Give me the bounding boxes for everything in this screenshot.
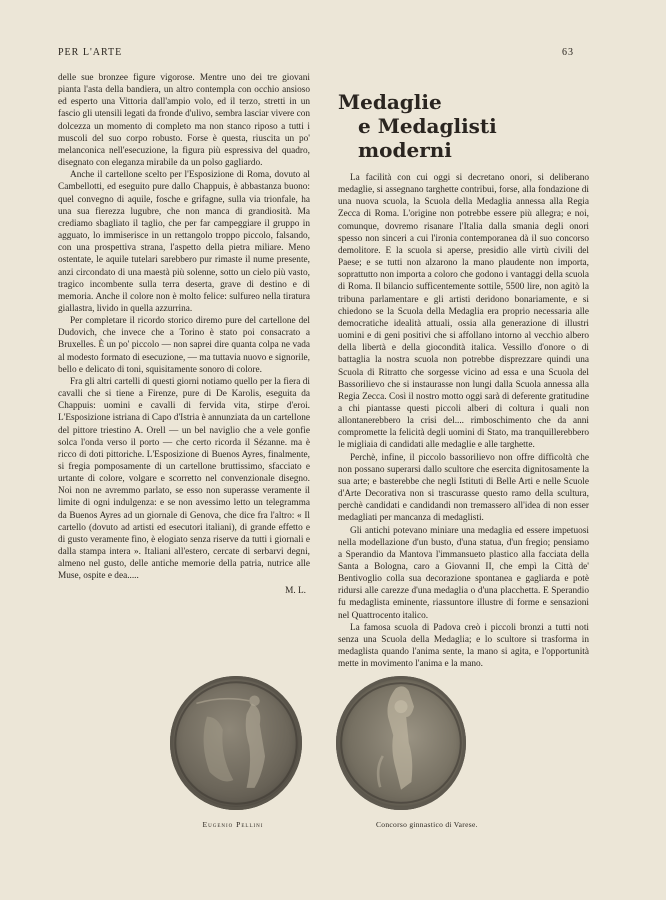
title-line-2: e Medaglisti moderni (358, 114, 497, 162)
author-signature: M. L. (285, 585, 306, 596)
left-column (58, 72, 310, 597)
paragraph: Gli antichi potevano miniare una medaglia ed essere impetuosi nella modellazione d'un busto, d'una statua, d'un fregio; pensiamo a Sperandio da Mantova l'immansueto plastico alla facciata della Santa a Bologna, caro a Giovanni II, che empì la Città de' Bentivoglio colla sua decorazione spontanea e gagliarda e potè ridursi alle carezze d'una medaglia o d'una placchetta. E Sperandio fu medaglista eminente, riassuntore illustre di forme e sensazioni nel Quattrocento italico. (338, 525, 589, 621)
medal-image-left (170, 676, 302, 810)
title-line-1: Medaglie (338, 90, 442, 114)
article-title (338, 90, 590, 162)
journal-title: PER L'ARTE (58, 47, 123, 58)
paragraph: Fra gli altri cartelli di questi giorni notiamo quello per la fiera di cavalli che si tiene a Firenze, pure di De Karolis, eseguita da Chappuis: uomini e cavalli di fervida vita, stirpe d'eroi. L'Esposizione istriana di Capo d'Istria è annunziata da un cartellone del pittore triestino A. Orell — un bel naviglio che a vele gonfie solca l'onda verso il porto — che certo ricorda il Sézanne. ma è ricco di doti pittoriche. L'Esposizione di Buenos Ayres, finalmente, si fregia pomposamente di un cartellone bruttissimo, sfacciato e urtante di colore, volgare e scorretto nel convenzionale disegno. Noi non ne avremmo parlato, se esso non superasse veramente il limite di ogni indulgenza: e se non avessimo letto un telegramma da Buenos Ayres ad un giornale di Genova, che dice fra l'altro: « Il cartello (dovuto ad artisti ed esecutori italiani), di grande effetto e di gusto veramente fino, è elogiato senza riserve da tutti i giornali e dalla stampa intera ». Italiani all'estero, cercate di serbarvi degni, almeno nel gusto, delle antiche memorie della patria, nutrice alle Muse, ospite e dea..... (58, 376, 310, 582)
paragraph: La famosa scuola di Padova creò i piccoli bronzi a tutti noti senza una Scuola della Medaglia; e lo scultore si trasforma in medaglista quando l'anima sente, la mano si agita, e l'opportunità mette in movimento l'anima e la mano. (338, 622, 589, 670)
page-number: 63 (562, 47, 574, 58)
paragraph: delle sue bronzee figure vigorose. Mentre uno dei tre giovani pianta l'asta della bandiera, un altro contempla con occhio ansioso ed esperto una Vittoria dall'ampio volo, ed il terzo, stretti in un fascio gli utensili legati da fronde d'ulivo, sembra lasciar vivere con dolcezza un momento di completo ma non stanco riposo a tutti i muscoli del suo corpo robusto. Forse è questa, riuscita un po' melanconica nell'esecuzione, la figura più espressiva del quadro, disegnato con eleganza mirabile da un polso gagliardo. (58, 73, 310, 169)
paragraph: Anche il cartellone scelto per l'Esposizione di Roma, dovuto al Cambellotti, ed eseguito pure dallo Chappuis, è abbastanza buono: quel convegno di aquile, fosche e grifagne, sulla via trionfale, ha una sua fierezza lugubre, che non manca di grandiosità. Ma crediamo sbagliato il taglio, che per far campeggiare il gruppo in agguato, lo immiserisce in un rettangolo troppo piccolo, falsando, con una prospettiva strana, l'aspetto della pietra miliare. Meno ostentate, le aquile tutelari sarebbero pur rimaste il nume presente, anzi circondato di una maestà più solenne, sotto un cielo più vasto, tragico incombente sulla terra deserta, grave di destino e di memoria. Anche il colore non è molto felice: sulfureo nella tiratura giallastra, livido in quella azzurrina. (58, 170, 310, 314)
paragraph: Perchè, infine, il piccolo bassorilievo non offre difficoltà che non possano superarsi dallo scultore che esercita dignitosamente la sua arte; e basterebbe che negli Istituti di Belle Arti e nelle Scuole d'Arte Decorativa non si trascurasse questo ramo della scultura, perchè candidati e candidandi non tremassero all'idea di non esser medagliati per mancanza di medaglisti. (338, 452, 589, 524)
medal-relief-left (170, 676, 302, 810)
paragraph: La facilità con cui oggi si decretano onori, si deliberano medaglie, si assegnano targhette contribui, forse, alla fondazione di una nuova scuola, la Scuola della Medaglia annessa alla Regia Zecca di Roma. L'origine non potrebbe essere più allegra; e noi, comunque, dovremo risanare l'Italia dalla smania degli onori spesso non sinceri a cui l'ironia contemporanea dà il suo concorso demolitore. E la scuola si aperse, presidio alle virtù civili del Paese; e se tutti non alzarono la mano plaudente non importa, soprattutto non importa a coloro che godono i vantaggi della scuola di Roma. Il bilancio sufficentemente sottile, 5500 lire, non agitò la tribuna parlamentare e gli artisti deridono bonariamente, e si chiedono se la Scuola della Medaglia era proprio necessaria alle democratiche idealità attuali, ossia alla generazione di illustri uomini e di geni positivi che si affollano intorno al vecchio albero della libertà e della giocondità italica. Vessillo d'onore o di battaglia la nostra scuola non potrebbe disprezzare quindi una Scuola di Ritratto che sorgesse vicino ad essa e una Scuola del Bassorilievo che si instaurasse non lungi dalla Scuola annessa alla Regia Zecca. Così il nostro motto oggi sarà di deferente gratitudine a chi piantasse questi piccoli alberi di coltura i quali non allontanerebbero la crisi del.... rimboschimento che da anni compromette la felicità degli uomini di Stato, ma tranquillerebbero le migliaia di candidati alle medaglie e alle targhette. (338, 173, 589, 451)
caption-right: Concorso ginnastico di Varese. (376, 820, 478, 829)
medal-relief-right (336, 676, 466, 810)
right-column (338, 172, 589, 670)
medal-image-right (336, 676, 466, 810)
caption-left: Eugenio Pellini (202, 820, 264, 829)
paragraph: Per completare il ricordo storico diremo pure del cartellone del Dudovich, che invece che a Torino è stato poi consacrato a Bruxelles. È un po' piccolo — non saprei dire quanta colpa ne vada al modesto formato di esecuzione, — ma tuttavia nuovo e signorile, bello e delicato di toni, squisitamente sonoro di colore. (58, 316, 310, 375)
